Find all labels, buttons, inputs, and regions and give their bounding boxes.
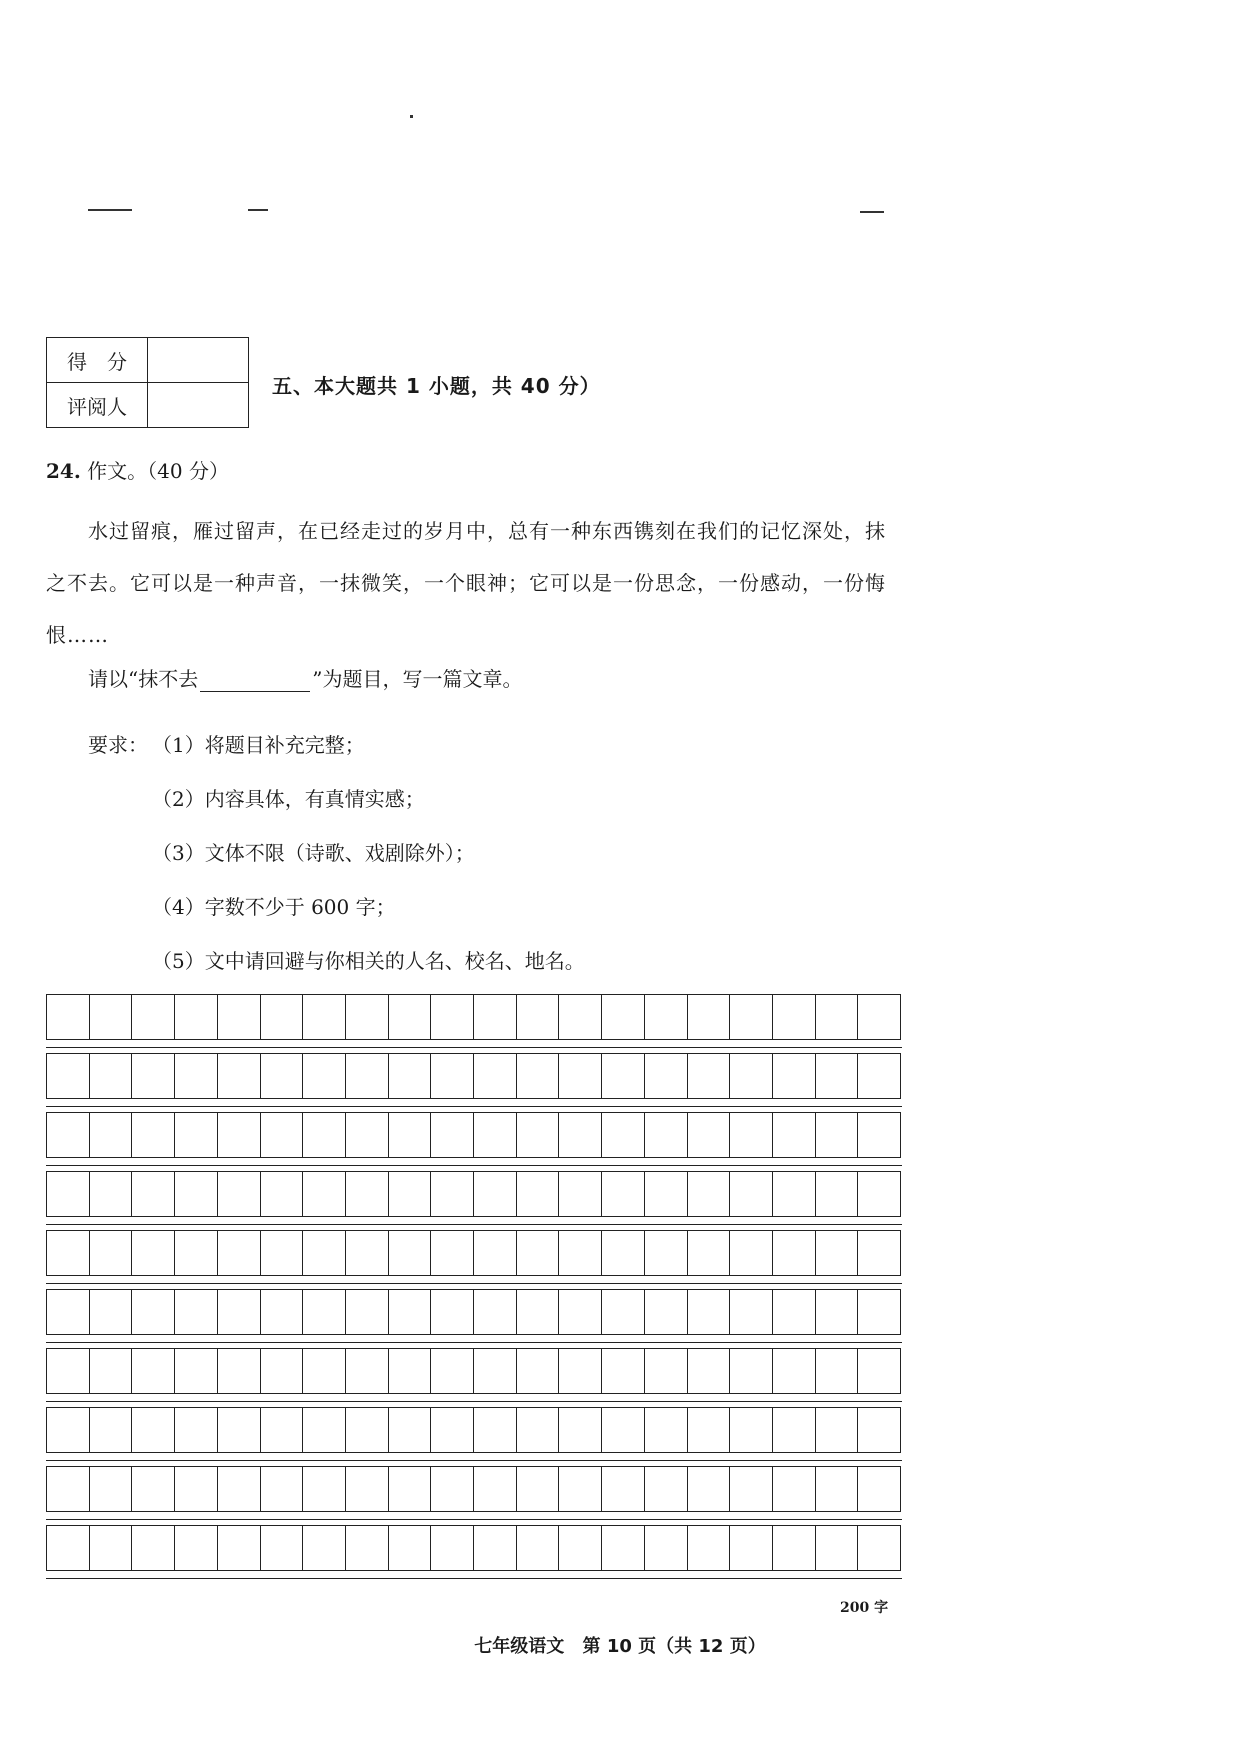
grid-cell[interactable] xyxy=(389,995,432,1039)
grid-cell[interactable] xyxy=(346,1467,389,1511)
reviewer-label: 评阅人 xyxy=(47,383,148,428)
grid-cell[interactable] xyxy=(858,1172,900,1216)
grid-cell[interactable] xyxy=(858,1349,900,1393)
grid-cell[interactable] xyxy=(218,1349,261,1393)
grid-cell[interactable] xyxy=(602,995,645,1039)
grid-cell[interactable] xyxy=(261,1113,304,1157)
requirement-item xyxy=(88,718,585,772)
requirement-text: （5）文中请回避与你相关的人名、校名、地名。 xyxy=(152,949,585,973)
grid-cell[interactable] xyxy=(730,1054,773,1098)
grid-row xyxy=(46,994,901,1040)
grid-cell[interactable] xyxy=(858,1290,900,1334)
grid-cell[interactable] xyxy=(47,1526,90,1570)
scan-mark xyxy=(410,115,413,118)
grid-cell[interactable] xyxy=(261,1172,304,1216)
grid-cell[interactable] xyxy=(559,1467,602,1511)
grid-cell[interactable] xyxy=(816,1467,859,1511)
grid-cell[interactable] xyxy=(132,1172,175,1216)
grid-row xyxy=(46,1053,901,1099)
grid-cell[interactable] xyxy=(47,1290,90,1334)
grid-cell[interactable] xyxy=(474,1290,517,1334)
question-prompt: 水过留痕，雁过留声，在已经走过的岁月中，总有一种东西镌刻在我们的记忆深处，抹之不去。它可以是一种声音，一抹微笑，一个眼神；它可以是一份思念，一份感动，一份悔恨…… xyxy=(46,519,886,647)
question-title: 作文。（40 分） xyxy=(87,459,229,483)
grid-cell[interactable] xyxy=(730,1467,773,1511)
grid-cell[interactable] xyxy=(858,1113,900,1157)
grid-cell[interactable] xyxy=(431,1113,474,1157)
grid-cell[interactable] xyxy=(47,1054,90,1098)
grid-cell[interactable] xyxy=(602,1526,645,1570)
grid-cell[interactable] xyxy=(559,1408,602,1452)
grid-cell[interactable] xyxy=(261,1231,304,1275)
grid-cell[interactable] xyxy=(517,1231,560,1275)
grid-cell[interactable] xyxy=(773,1290,816,1334)
grid-cell[interactable] xyxy=(218,995,261,1039)
grid-cell[interactable] xyxy=(346,1408,389,1452)
grid-cell[interactable] xyxy=(474,1467,517,1511)
grid-cell[interactable] xyxy=(218,1231,261,1275)
grid-cell[interactable] xyxy=(645,1113,688,1157)
grid-row xyxy=(46,1112,901,1158)
grid-cell[interactable] xyxy=(773,1172,816,1216)
grid-cell[interactable] xyxy=(474,1408,517,1452)
grid-cell[interactable] xyxy=(389,1113,432,1157)
grid-cell[interactable] xyxy=(602,1349,645,1393)
grid-cell[interactable] xyxy=(645,1467,688,1511)
grid-cell[interactable] xyxy=(517,1349,560,1393)
grid-cell[interactable] xyxy=(688,1349,731,1393)
grid-cell[interactable] xyxy=(132,1054,175,1098)
grid-cell[interactable] xyxy=(816,1054,859,1098)
grid-cell[interactable] xyxy=(858,1054,900,1098)
grid-cell[interactable] xyxy=(431,1526,474,1570)
grid-cell[interactable] xyxy=(90,1172,133,1216)
grid-cell[interactable] xyxy=(517,1172,560,1216)
grid-cell[interactable] xyxy=(517,995,560,1039)
grid-cell[interactable] xyxy=(773,1467,816,1511)
grid-cell[interactable] xyxy=(389,1290,432,1334)
grid-cell[interactable] xyxy=(218,1054,261,1098)
grid-cell[interactable] xyxy=(90,1467,133,1511)
grid-cell[interactable] xyxy=(688,1172,731,1216)
grid-cell[interactable] xyxy=(816,1290,859,1334)
grid-cell[interactable] xyxy=(858,995,900,1039)
grid-cell[interactable] xyxy=(90,1113,133,1157)
scan-mark xyxy=(88,209,132,211)
grid-cell[interactable] xyxy=(773,1231,816,1275)
grid-cell[interactable] xyxy=(175,1349,218,1393)
grid-cell[interactable] xyxy=(816,1172,859,1216)
grid-cell[interactable] xyxy=(218,1290,261,1334)
grid-cell[interactable] xyxy=(218,1467,261,1511)
grid-cell[interactable] xyxy=(688,1054,731,1098)
grid-cell[interactable] xyxy=(816,1231,859,1275)
grid-cell[interactable] xyxy=(773,995,816,1039)
instruction-suffix: ”为题目，写一篇文章。 xyxy=(312,667,523,691)
grid-cell[interactable] xyxy=(346,1290,389,1334)
grid-cell[interactable] xyxy=(730,1113,773,1157)
reviewer-field[interactable] xyxy=(148,383,249,428)
grid-cell[interactable] xyxy=(346,1113,389,1157)
grid-cell[interactable] xyxy=(773,1113,816,1157)
grid-cell[interactable] xyxy=(175,1290,218,1334)
requirement-item xyxy=(88,826,585,880)
grid-row xyxy=(46,1407,901,1453)
grid-cell[interactable] xyxy=(474,1349,517,1393)
grid-cell[interactable] xyxy=(602,1467,645,1511)
grid-cell[interactable] xyxy=(132,1290,175,1334)
grid-cell[interactable] xyxy=(303,1172,346,1216)
grid-cell[interactable] xyxy=(602,1054,645,1098)
grid-cell[interactable] xyxy=(858,1408,900,1452)
grid-cell[interactable] xyxy=(730,1231,773,1275)
grid-cell[interactable] xyxy=(346,1526,389,1570)
grid-cell[interactable] xyxy=(688,1113,731,1157)
grid-cell[interactable] xyxy=(175,1054,218,1098)
grid-cell[interactable] xyxy=(645,1408,688,1452)
grid-cell[interactable] xyxy=(730,1349,773,1393)
grid-cell[interactable] xyxy=(218,1408,261,1452)
grid-cell[interactable] xyxy=(346,1231,389,1275)
grid-cell[interactable] xyxy=(816,1526,859,1570)
grid-cell[interactable] xyxy=(474,1172,517,1216)
requirements xyxy=(88,718,585,988)
grid-cell[interactable] xyxy=(688,995,731,1039)
grid-cell[interactable] xyxy=(303,1349,346,1393)
grid-cell[interactable] xyxy=(132,1113,175,1157)
grid-cell[interactable] xyxy=(559,1231,602,1275)
question-heading xyxy=(46,455,229,484)
grid-cell[interactable] xyxy=(730,995,773,1039)
grid-cell[interactable] xyxy=(645,1349,688,1393)
grid-row xyxy=(46,1348,901,1394)
grid-cell[interactable] xyxy=(175,1526,218,1570)
grid-cell[interactable] xyxy=(132,1349,175,1393)
grid-cell[interactable] xyxy=(90,1526,133,1570)
grid-cell[interactable] xyxy=(47,995,90,1039)
grid-cell[interactable] xyxy=(474,1526,517,1570)
grid-cell[interactable] xyxy=(346,1172,389,1216)
footer-subject: 七年级语文 xyxy=(474,1636,565,1657)
grid-cell[interactable] xyxy=(90,1290,133,1334)
grid-cell[interactable] xyxy=(90,1231,133,1275)
grid-cell[interactable] xyxy=(517,1526,560,1570)
grid-cell[interactable] xyxy=(132,1231,175,1275)
grid-cell[interactable] xyxy=(261,1054,304,1098)
scan-mark xyxy=(860,211,884,213)
grid-cell[interactable] xyxy=(175,1172,218,1216)
grid-cell[interactable] xyxy=(47,1408,90,1452)
section-title: 五、本大题共 1 小题，共 40 分） xyxy=(272,374,601,398)
grid-row xyxy=(46,1171,901,1217)
grid-cell[interactable] xyxy=(602,1290,645,1334)
grid-cell[interactable] xyxy=(303,1054,346,1098)
grid-cell[interactable] xyxy=(346,995,389,1039)
grid-cell[interactable] xyxy=(132,1467,175,1511)
grid-cell[interactable] xyxy=(559,1054,602,1098)
grid-cell[interactable] xyxy=(559,1290,602,1334)
score-field[interactable] xyxy=(148,338,249,383)
requirement-text: （2）内容具体，有真情实感； xyxy=(152,787,425,811)
grid-cell[interactable] xyxy=(517,1290,560,1334)
grid-cell[interactable] xyxy=(389,1172,432,1216)
grid-cell[interactable] xyxy=(218,1172,261,1216)
question-number: 24. xyxy=(46,459,81,483)
grid-cell[interactable] xyxy=(303,1408,346,1452)
grid-cell[interactable] xyxy=(389,1231,432,1275)
grid-cell[interactable] xyxy=(559,1349,602,1393)
grid-cell[interactable] xyxy=(645,1526,688,1570)
grid-row xyxy=(46,1525,901,1571)
grid-cell[interactable] xyxy=(730,1526,773,1570)
page-footer xyxy=(0,1632,1240,1658)
grid-cell[interactable] xyxy=(303,1467,346,1511)
grid-cell[interactable] xyxy=(602,1113,645,1157)
grid-cell[interactable] xyxy=(261,1526,304,1570)
title-blank[interactable] xyxy=(200,667,310,692)
instruction-prefix: 请以“抹不去 xyxy=(88,667,199,691)
grid-cell[interactable] xyxy=(730,1290,773,1334)
grid-cell[interactable] xyxy=(816,995,859,1039)
requirement-item xyxy=(88,934,585,988)
grid-cell[interactable] xyxy=(688,1231,731,1275)
grid-row xyxy=(46,1230,901,1276)
grid-cell[interactable] xyxy=(175,995,218,1039)
grid-cell[interactable] xyxy=(773,1408,816,1452)
grid-cell[interactable] xyxy=(47,1349,90,1393)
grid-cell[interactable] xyxy=(602,1231,645,1275)
grid-cell[interactable] xyxy=(303,1526,346,1570)
grid-cell[interactable] xyxy=(47,1467,90,1511)
requirement-item xyxy=(88,880,585,934)
grid-cell[interactable] xyxy=(132,1526,175,1570)
grid-cell[interactable] xyxy=(730,1172,773,1216)
grid-cell[interactable] xyxy=(645,1054,688,1098)
requirements-label: 要求： xyxy=(88,733,148,757)
grid-cell[interactable] xyxy=(303,1113,346,1157)
grid-cell[interactable] xyxy=(688,1526,731,1570)
grid-cell[interactable] xyxy=(218,1113,261,1157)
grid-row xyxy=(46,1466,901,1512)
grid-cell[interactable] xyxy=(261,1408,304,1452)
requirement-text: （3）文体不限（诗歌、戏剧除外）； xyxy=(152,841,475,865)
grid-cell[interactable] xyxy=(645,1172,688,1216)
grid-cell[interactable] xyxy=(474,995,517,1039)
writing-grid[interactable] xyxy=(46,994,901,1584)
grid-cell[interactable] xyxy=(773,1526,816,1570)
grid-cell[interactable] xyxy=(730,1408,773,1452)
requirement-text: （1）将题目补充完整； xyxy=(152,733,365,757)
grid-cell[interactable] xyxy=(346,1349,389,1393)
grid-cell[interactable] xyxy=(389,1408,432,1452)
grid-cell[interactable] xyxy=(389,1349,432,1393)
grid-cell[interactable] xyxy=(175,1113,218,1157)
grid-cell[interactable] xyxy=(389,1526,432,1570)
grid-cell[interactable] xyxy=(303,1290,346,1334)
grid-cell[interactable] xyxy=(132,995,175,1039)
grid-cell[interactable] xyxy=(431,1231,474,1275)
grid-cell[interactable] xyxy=(90,1408,133,1452)
grid-cell[interactable] xyxy=(175,1231,218,1275)
grid-cell[interactable] xyxy=(132,1408,175,1452)
grid-cell[interactable] xyxy=(175,1467,218,1511)
title-instruction xyxy=(88,663,522,692)
grid-cell[interactable] xyxy=(602,1408,645,1452)
grid-cell[interactable] xyxy=(559,1113,602,1157)
scan-mark xyxy=(248,209,268,211)
grid-cell[interactable] xyxy=(431,1054,474,1098)
grid-cell[interactable] xyxy=(517,1054,560,1098)
grid-cell[interactable] xyxy=(816,1113,859,1157)
grid-cell[interactable] xyxy=(431,1172,474,1216)
grid-cell[interactable] xyxy=(303,995,346,1039)
grid-cell[interactable] xyxy=(858,1526,900,1570)
grid-cell[interactable] xyxy=(688,1290,731,1334)
grid-cell[interactable] xyxy=(90,995,133,1039)
grid-cell[interactable] xyxy=(773,1349,816,1393)
grid-cell[interactable] xyxy=(261,1467,304,1511)
score-table xyxy=(46,337,249,428)
word-count-marker: 200 字 xyxy=(840,1600,889,1616)
grid-cell[interactable] xyxy=(389,1054,432,1098)
grid-cell[interactable] xyxy=(431,995,474,1039)
grid-cell[interactable] xyxy=(431,1408,474,1452)
grid-cell[interactable] xyxy=(645,1290,688,1334)
grid-cell[interactable] xyxy=(559,1526,602,1570)
grid-cell[interactable] xyxy=(261,995,304,1039)
grid-cell[interactable] xyxy=(688,1467,731,1511)
grid-cell[interactable] xyxy=(47,1172,90,1216)
grid-cell[interactable] xyxy=(90,1054,133,1098)
grid-cell[interactable] xyxy=(816,1349,859,1393)
grid-cell[interactable] xyxy=(773,1054,816,1098)
grid-cell[interactable] xyxy=(517,1113,560,1157)
grid-cell[interactable] xyxy=(816,1408,859,1452)
grid-cell[interactable] xyxy=(346,1054,389,1098)
grid-cell[interactable] xyxy=(431,1290,474,1334)
grid-cell[interactable] xyxy=(688,1408,731,1452)
grid-cell[interactable] xyxy=(474,1113,517,1157)
grid-cell[interactable] xyxy=(47,1113,90,1157)
grid-cell[interactable] xyxy=(47,1231,90,1275)
grid-cell[interactable] xyxy=(90,1349,133,1393)
grid-cell[interactable] xyxy=(303,1231,346,1275)
requirement-item xyxy=(88,772,585,826)
score-label: 得 分 xyxy=(47,338,148,383)
grid-cell[interactable] xyxy=(559,995,602,1039)
grid-cell[interactable] xyxy=(645,995,688,1039)
grid-cell[interactable] xyxy=(858,1231,900,1275)
grid-cell[interactable] xyxy=(517,1467,560,1511)
grid-cell[interactable] xyxy=(645,1231,688,1275)
footer-page: 第 10 页（共 12 页） xyxy=(582,1636,766,1657)
grid-cell[interactable] xyxy=(218,1526,261,1570)
grid-cell[interactable] xyxy=(858,1467,900,1511)
grid-cell[interactable] xyxy=(175,1408,218,1452)
grid-cell[interactable] xyxy=(517,1408,560,1452)
grid-cell[interactable] xyxy=(261,1290,304,1334)
grid-cell[interactable] xyxy=(261,1349,304,1393)
grid-cell[interactable] xyxy=(474,1231,517,1275)
grid-row xyxy=(46,1289,901,1335)
grid-cell[interactable] xyxy=(559,1172,602,1216)
grid-cell[interactable] xyxy=(602,1172,645,1216)
grid-cell[interactable] xyxy=(431,1349,474,1393)
grid-cell[interactable] xyxy=(431,1467,474,1511)
grid-cell[interactable] xyxy=(474,1054,517,1098)
requirement-text: （4）字数不少于 600 字； xyxy=(152,895,396,919)
grid-cell[interactable] xyxy=(389,1467,432,1511)
